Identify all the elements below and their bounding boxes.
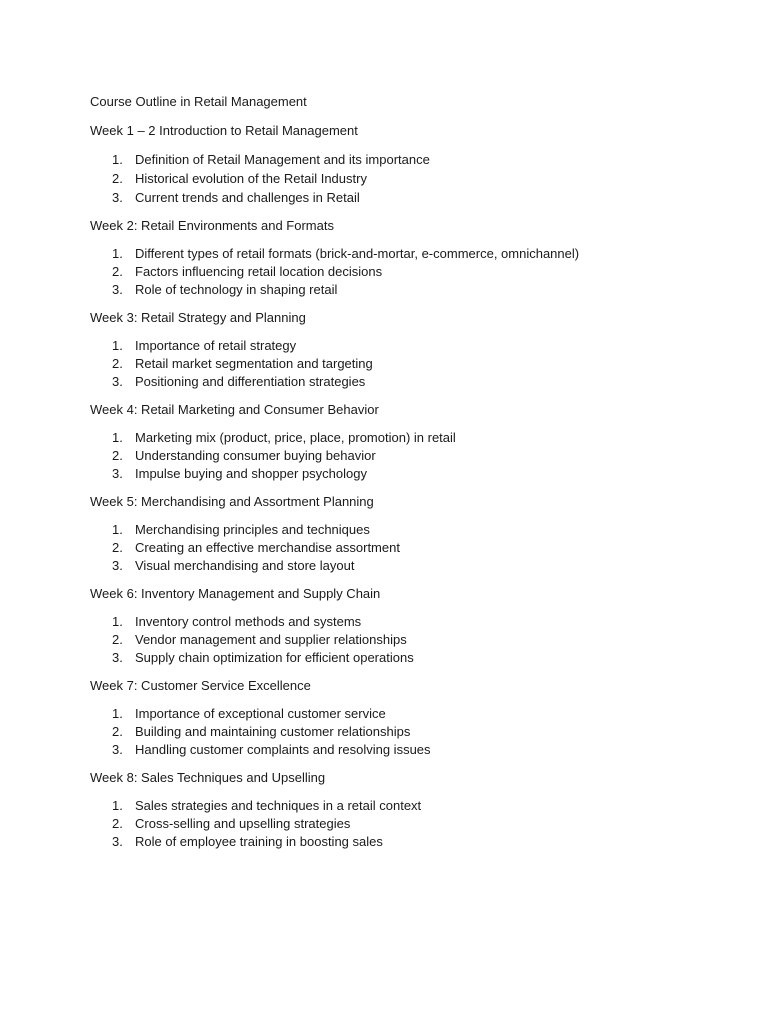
list-item-text: Creating an effective merchandise assortment	[135, 540, 400, 555]
list-item-number: 2.	[112, 724, 123, 739]
week-topic-list	[90, 150, 730, 207]
week-heading: Week 4: Retail Marketing and Consumer Behavior	[90, 402, 379, 417]
list-item	[90, 465, 730, 483]
list-item	[90, 263, 730, 281]
week-heading: Week 3: Retail Strategy and Planning	[90, 310, 306, 325]
list-item-number: 2.	[112, 540, 123, 555]
list-item-number: 3.	[112, 374, 123, 389]
list-item	[90, 337, 730, 355]
week-topic-list	[90, 797, 730, 851]
list-item	[90, 797, 730, 815]
week-section	[90, 309, 730, 391]
week-topic-list	[90, 245, 730, 299]
week-section	[90, 493, 730, 575]
list-item-number: 3.	[112, 558, 123, 573]
week-topic-list	[90, 705, 730, 759]
list-item	[90, 741, 730, 759]
list-item-number: 2.	[112, 171, 123, 186]
list-item-number: 2.	[112, 264, 123, 279]
list-item-text: Marketing mix (product, price, place, promotion) in retail	[135, 430, 456, 445]
week-heading: Week 7: Customer Service Excellence	[90, 678, 311, 693]
list-item	[90, 815, 730, 833]
list-item-text: Visual merchandising and store layout	[135, 558, 355, 573]
list-item-text: Factors influencing retail location decisions	[135, 264, 383, 279]
list-item-number: 2.	[112, 632, 123, 647]
list-item	[90, 447, 730, 465]
list-item-number: 1.	[112, 798, 123, 813]
list-item	[90, 373, 730, 391]
list-item	[90, 188, 730, 207]
week-section	[90, 122, 730, 207]
list-item-number: 1.	[112, 522, 123, 537]
list-item	[90, 355, 730, 373]
list-item-text: Merchandising principles and techniques	[135, 522, 370, 537]
list-item	[90, 521, 730, 539]
list-item-text: Cross-selling and upselling strategies	[135, 816, 351, 831]
list-item-text: Sales strategies and techniques in a retail context	[135, 798, 422, 813]
week-topic-list	[90, 521, 730, 575]
list-item-text: Different types of retail formats (brick-and-mortar, e-commerce, omnichannel)	[135, 246, 580, 261]
document-content	[90, 93, 730, 861]
list-item-number: 3.	[112, 742, 123, 757]
list-item	[90, 723, 730, 741]
list-item	[90, 281, 730, 299]
list-item-number: 3.	[112, 834, 123, 849]
week-section	[90, 769, 730, 851]
list-item	[90, 649, 730, 667]
list-item-number: 1.	[112, 614, 123, 629]
week-heading: Week 1 – 2 Introduction to Retail Management	[90, 123, 358, 138]
list-item-number: 1.	[112, 152, 123, 167]
list-item-number: 2.	[112, 356, 123, 371]
list-item-number: 1.	[112, 246, 123, 261]
list-item-text: Inventory control methods and systems	[135, 614, 362, 629]
list-item-number: 3.	[112, 282, 123, 297]
list-item-number: 1.	[112, 430, 123, 445]
list-item-text: Importance of retail strategy	[135, 338, 297, 353]
list-item-number: 2.	[112, 448, 123, 463]
week-topic-list	[90, 613, 730, 667]
week-topic-list	[90, 429, 730, 483]
list-item	[90, 245, 730, 263]
list-item-text: Vendor management and supplier relationships	[135, 632, 407, 647]
list-item	[90, 833, 730, 851]
list-item-text: Definition of Retail Management and its importance	[135, 152, 430, 167]
list-item-number: 1.	[112, 338, 123, 353]
list-item	[90, 613, 730, 631]
list-item	[90, 557, 730, 575]
week-heading: Week 5: Merchandising and Assortment Planning	[90, 494, 374, 509]
list-item-text: Impulse buying and shopper psychology	[135, 466, 367, 481]
week-topic-list	[90, 337, 730, 391]
list-item	[90, 631, 730, 649]
list-item-text: Current trends and challenges in Retail	[135, 190, 360, 205]
list-item-number: 3.	[112, 466, 123, 481]
list-item	[90, 705, 730, 723]
week-section	[90, 401, 730, 483]
list-item	[90, 150, 730, 169]
list-item-text: Role of employee training in boosting sales	[135, 834, 383, 849]
list-item-text: Building and maintaining customer relationships	[135, 724, 411, 739]
list-item-text: Handling customer complaints and resolving issues	[135, 742, 431, 757]
week-heading: Week 6: Inventory Management and Supply Chain	[90, 586, 381, 601]
week-heading: Week 2: Retail Environments and Formats	[90, 218, 334, 233]
list-item-number: 3.	[112, 190, 123, 205]
list-item-text: Positioning and differentiation strategies	[135, 374, 366, 389]
list-item-number: 3.	[112, 650, 123, 665]
list-item-text: Supply chain optimization for efficient operations	[135, 650, 414, 665]
week-heading: Week 8: Sales Techniques and Upselling	[90, 770, 326, 785]
list-item-text: Role of technology in shaping retail	[135, 282, 338, 297]
list-item-number: 1.	[112, 706, 123, 721]
list-item-text: Understanding consumer buying behavior	[135, 448, 376, 463]
week-section	[90, 677, 730, 759]
list-item-text: Importance of exceptional customer service	[135, 706, 386, 721]
list-item	[90, 539, 730, 557]
list-item-text: Historical evolution of the Retail Industry	[135, 171, 367, 186]
list-item	[90, 429, 730, 447]
week-section	[90, 217, 730, 299]
list-item-text: Retail market segmentation and targeting	[135, 356, 373, 371]
week-section	[90, 585, 730, 667]
document-title: Course Outline in Retail Management	[90, 94, 307, 109]
weeks-section	[90, 122, 730, 851]
list-item-number: 2.	[112, 816, 123, 831]
list-item	[90, 169, 730, 188]
